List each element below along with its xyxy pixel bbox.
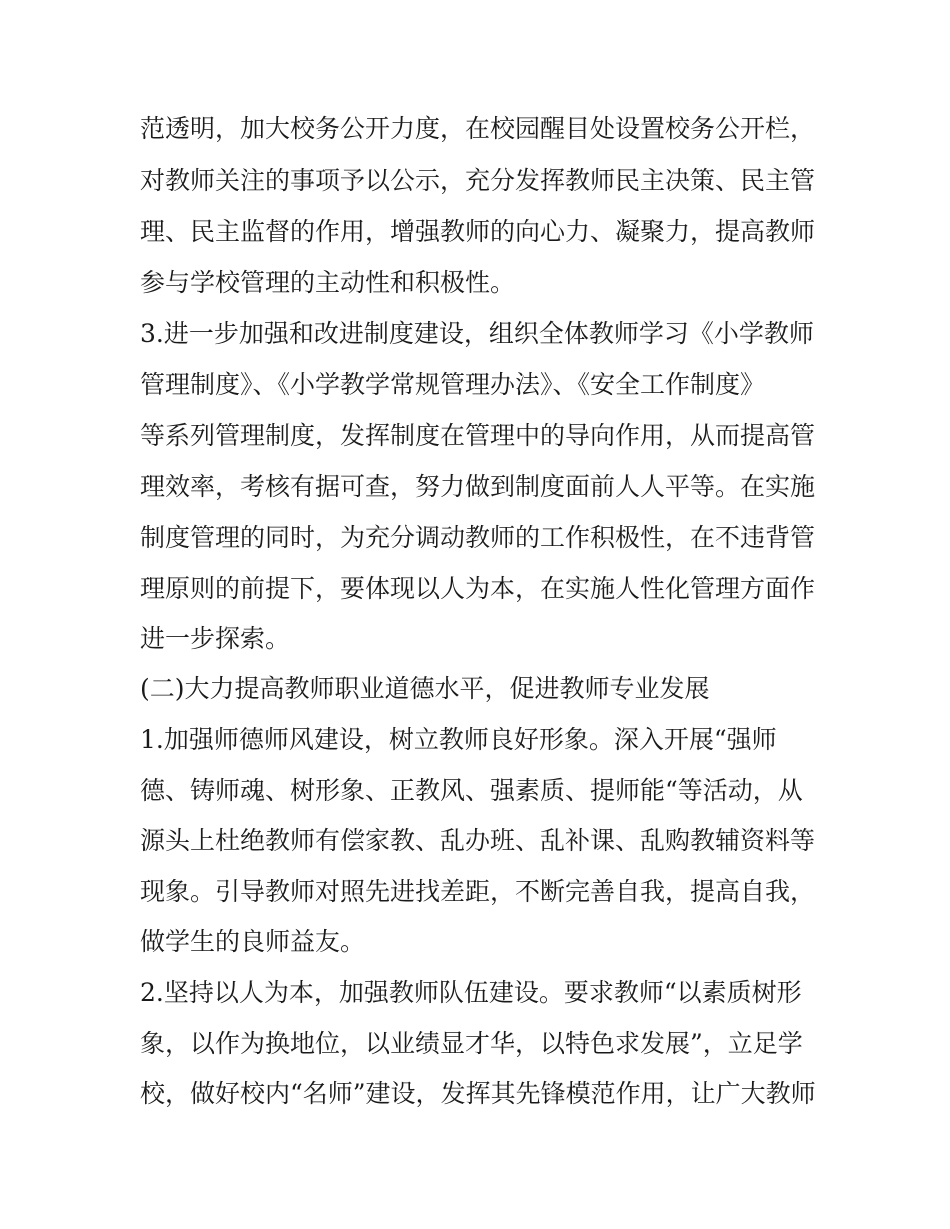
text-line: 源头上杜绝教师有偿家教、乱办班、乱补课、乱购教辅资料等 (140, 826, 816, 855)
text-line: 校，做好校内“名师”建设，发挥其先锋模范作用，让广大教师 (140, 1079, 816, 1108)
text-line: 做学生的良师益友。 (140, 927, 366, 956)
text-line: 1.加强师德师风建设，树立教师良好形象。深入开展“强师 (140, 725, 777, 754)
text-line: 管理制度》、《小学教学常规管理办法》、《安全工作制度》 (140, 370, 766, 399)
text-line: 2.坚持以人为本，加强教师队伍建设。要求教师“以素质树形 (140, 978, 802, 1007)
text-line: 理效率，考核有据可查，努力做到制度面前人人平等。在实施 (140, 472, 816, 501)
section-heading: (二)大力提高教师职业道德水平，促进教师专业发展 (140, 674, 710, 703)
text-line: 象，以作为换地位，以业绩显才华，以特色求发展”，立足学 (140, 1029, 803, 1058)
text-line: 等系列管理制度，发挥制度在管理中的导向作用，从而提高管 (140, 421, 816, 450)
text-line: 制度管理的同时，为充分调动教师的工作积极性，在不违背管 (140, 523, 816, 552)
text-line: 现象。引导教师对照先进找差距，不断完善自我，提高自我， (140, 877, 816, 906)
text-line: 范透明，加大校务公开力度，在校园醒目处设置校务公开栏， (140, 114, 816, 143)
text-line: 德、铸师魂、树形象、正教风、强素质、提师能“等活动，从 (140, 776, 803, 805)
text-line: 理原则的前提下，要体现以人为本，在实施人性化管理方面作 (140, 574, 816, 603)
text-line: 进一步探索。 (140, 624, 291, 653)
text-line: 3.进一步加强和改进制度建设，组织全体教师学习《小学教师 (140, 319, 814, 348)
text-line: 理、民主监督的作用，增强教师的向心力、凝聚力，提高教师 (140, 217, 816, 246)
text-line: 对教师关注的事项予以公示，充分发挥教师民主决策、民主管 (140, 166, 816, 195)
text-line: 参与学校管理的主动性和积极性。 (140, 268, 516, 297)
